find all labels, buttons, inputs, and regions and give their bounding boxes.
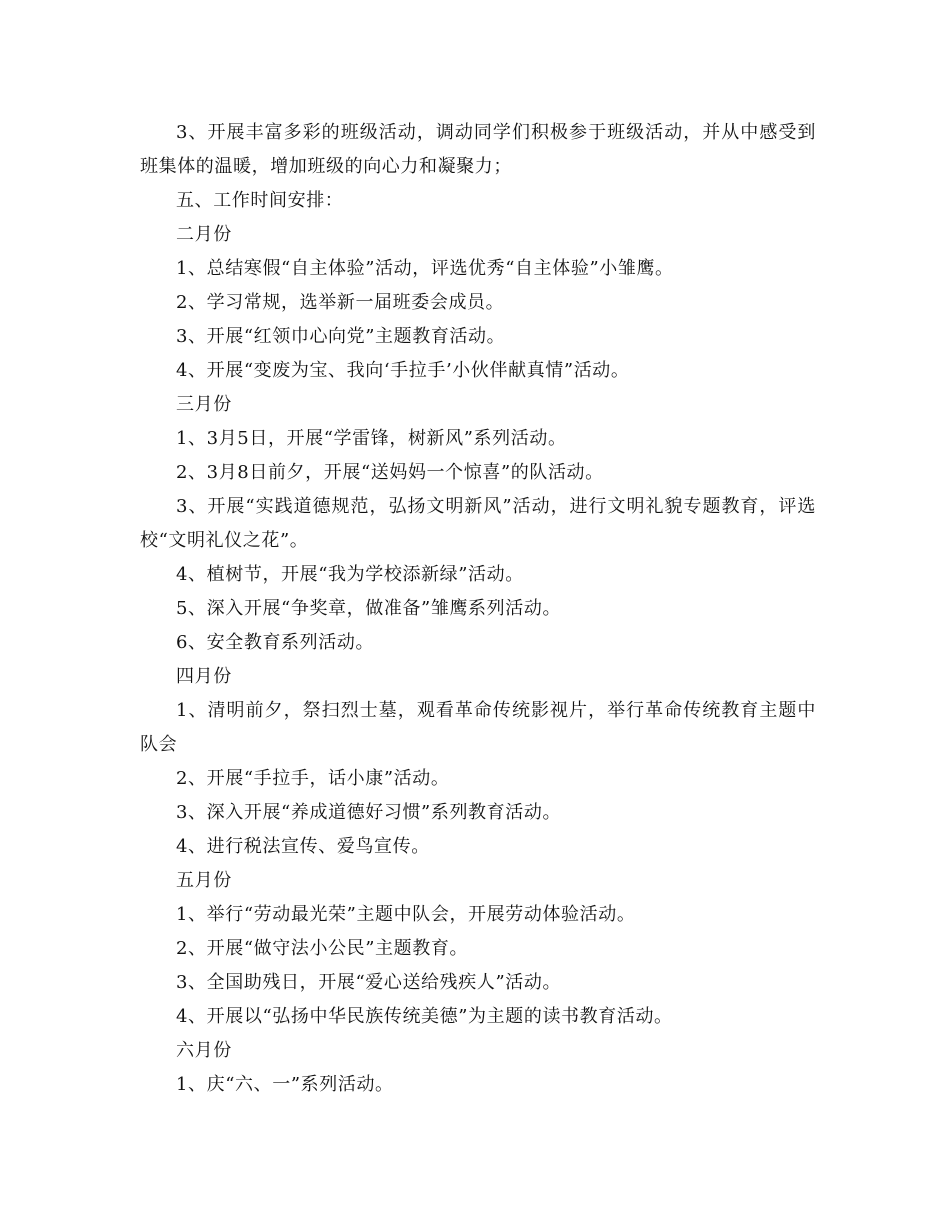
list-item: 6、安全教育系列活动。 [176, 632, 375, 653]
list-item: 3、全国助残日，开展“爱心送给残疾人”活动。 [176, 972, 562, 993]
month-heading-april: 四月份 [176, 666, 232, 687]
list-item: 2、学习常规，选举新一届班委会成员。 [176, 292, 505, 313]
list-item: 2、开展“手拉手，话小康”活动。 [176, 768, 450, 789]
list-item: 1、总结寒假“自主体验”活动，评选优秀“自主体验”小雏鹰。 [176, 258, 674, 279]
list-item: 3、开展“实践道德规范，弘扬文明新风”活动，进行文明礼貌专题教育，评选校“文明礼仪之花”。 [140, 496, 816, 551]
list-item: 1、3月5日，开展“学雷锋，树新风”系列活动。 [176, 428, 567, 449]
list-item: 3、开展“红领巾心向党”主题教育活动。 [176, 326, 506, 347]
month-heading-june: 六月份 [176, 1040, 232, 1061]
list-item: 4、植树节，开展“我为学校添新绿”活动。 [176, 564, 524, 585]
list-item: 4、开展以“弘扬中华民族传统美德”为主题的读书教育活动。 [176, 1006, 673, 1027]
list-item: 5、深入开展“争奖章，做准备”雏鹰系列活动。 [176, 598, 562, 619]
list-item: 1、清明前夕，祭扫烈士墓，观看革命传统影视片，举行革命传统教育主题中队会 [140, 700, 816, 755]
list-item: 1、举行“劳动最光荣”主题中队会，开展劳动体验活动。 [176, 904, 636, 925]
list-item: 1、庆“六、一”系列活动。 [176, 1074, 394, 1095]
list-item: 4、进行税法宣传、爱鸟宣传。 [176, 836, 430, 857]
month-heading-february: 二月份 [176, 224, 232, 245]
document-body [140, 116, 816, 1102]
list-item: 4、开展“变废为宝、我向‘手拉手’小伙伴献真情”活动。 [176, 360, 630, 381]
paragraph: 3、开展丰富多彩的班级活动，调动同学们积极参于班级活动，并从中感受到班集体的温暖，增加班级的向心力和凝聚力； [140, 122, 816, 177]
list-item: 2、开展“做守法小公民”主题教育。 [176, 938, 469, 959]
month-heading-may: 五月份 [176, 870, 232, 891]
list-item: 2、3月8日前夕，开展“送妈妈一个惊喜”的队活动。 [176, 462, 604, 483]
list-item: 3、深入开展“养成道德好习惯”系列教育活动。 [176, 802, 562, 823]
month-heading-march: 三月份 [176, 394, 232, 415]
section-heading: 五、工作时间安排： [176, 190, 344, 211]
